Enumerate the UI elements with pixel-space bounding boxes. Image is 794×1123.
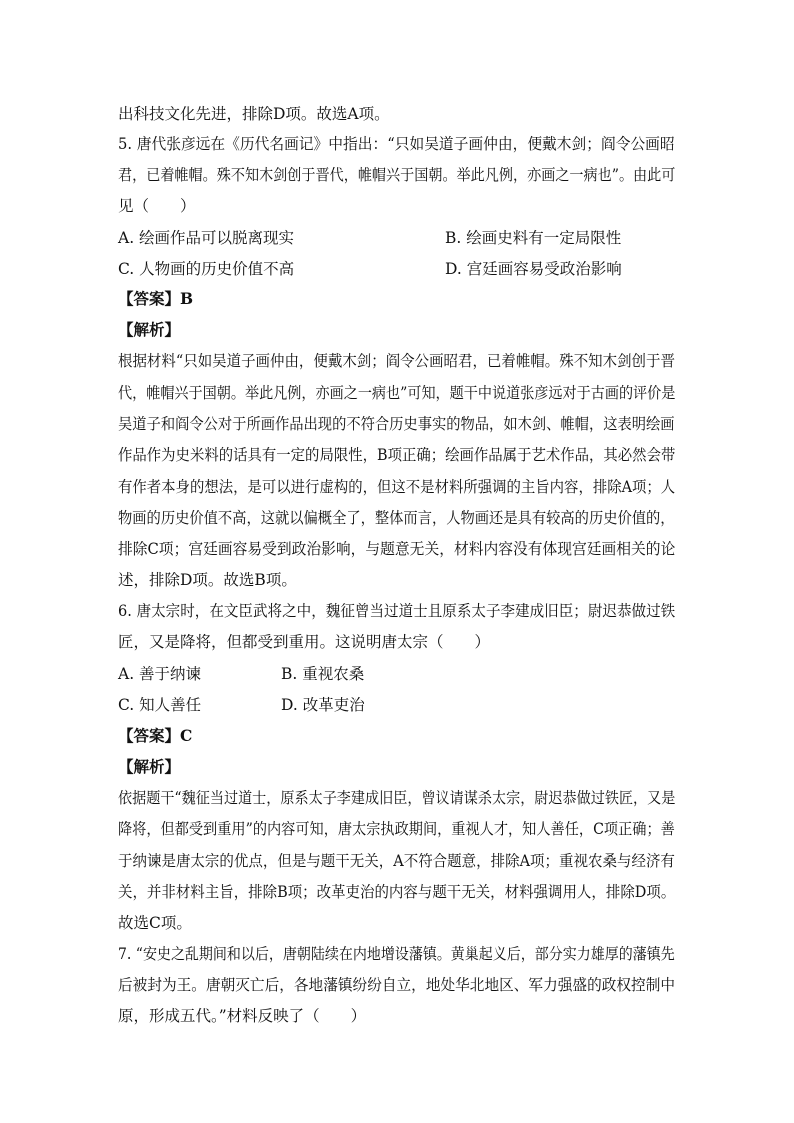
q5-analysis-line-7: 排除C项；宫廷画容易受到政治影响，与题意无关，材料内容没有体现宫廷画相关的论 [118, 540, 676, 558]
q6-analysis-line-2: 降将，但都受到重用”的内容可知，唐太宗执政期间，重视人才，知人善任，C项正确；善 [118, 820, 675, 838]
q6-option-c: C. 知人善任 [118, 696, 202, 714]
q6-analysis-line-4: 关，并非材料主旨，排除B项；改革吏治的内容与题干无关，材料强调用人，排除D项。 [118, 883, 676, 901]
q6-analysis-line-5: 故选C项。 [118, 914, 192, 932]
q6-analysis-line-3: 于纳谏是唐太宗的优点，但是与题干无关，A不符合题意，排除A项；重视农桑与经济有 [118, 852, 675, 870]
q5-option-b: B. 绘画史料有一定局限性 [445, 229, 622, 247]
q5-option-a: A. 绘画作品可以脱离现实 [118, 229, 295, 247]
q6-answer: 【答案】C [118, 726, 193, 745]
q6-option-a: A. 善于纳谏 [118, 665, 202, 683]
q5-analysis-line-8: 述，排除D项。故选B项。 [118, 571, 297, 589]
q5-stem-line-1: 5. 唐代张彦远在《历代名画记》中指出：“只如吴道子画仲由，便戴木剑；阎令公画昭 [118, 135, 675, 153]
q5-analysis-line-2: 代，帷帽兴于国朝。举此凡例，亦画之一病也”可知，题干中说道张彦远对于古画的评价是 [118, 384, 676, 402]
q5-answer: 【答案】B [118, 289, 194, 308]
q6-analysis-label: 【解析】 [118, 757, 181, 776]
q7-stem-line-2: 后被封为王。唐朝灭亡后，各地藩镇纷纷自立，地处华北地区、军力强盛的政权控制中 [118, 976, 676, 994]
q5-analysis-line-3: 吴道子和阎令公对于所画作品出现的不符合历史事实的物品，如木剑、帷帽，这表明绘画 [118, 415, 675, 433]
q5-stem-line-2: 君，已着帷帽。殊不知木剑创于晋代，帷帽兴于国朝。举此凡例，亦画之一病也”。由此可 [118, 166, 676, 184]
q6-stem-line-1: 6. 唐太宗时，在文臣武将之中，魏征曾当过道士且原系太子李建成旧臣；尉迟恭做过铁 [118, 602, 676, 620]
q5-stem-line-3: 见（ ） [118, 197, 196, 215]
q5-option-d: D. 宫廷画容易受政治影响 [445, 260, 622, 278]
q6-stem-line-2: 匠，又是降将，但都受到重用。这说明唐太宗（ ） [118, 633, 491, 651]
q5-analysis-line-5: 有作者本身的想法，是可以进行虚构的，但这不是材料所强调的主旨内容，排除A项；人 [118, 478, 676, 496]
q6-option-b: B. 重视农桑 [281, 665, 365, 683]
q5-option-c: C. 人物画的历史价值不高 [118, 260, 295, 278]
q5-analysis-line-6: 物画的历史价值不高，这就以偏概全了，整体而言，人物画还是具有较高的历史价值的， [118, 509, 675, 527]
q7-stem-line-1: 7. “安史之乱期间和以后，唐朝陆续在内地增设藩镇。黄巢起义后，部分实力雄厚的藩镇先 [118, 945, 675, 963]
q5-analysis-label: 【解析】 [118, 320, 181, 339]
q7-stem-line-3: 原，形成五代。”材料反映了（ ） [118, 1007, 367, 1025]
q5-analysis-line-4: 作品作为史米料的话具有一定的局限性，B项正确；绘画作品属于艺术作品，其必然会带 [118, 446, 676, 464]
q5-analysis-line-1: 根据材料“只如吴道子画仲由，便戴木剑；阎令公画昭君，已着帷帽。殊不知木剑创于晋 [118, 352, 675, 370]
q6-analysis-line-1: 依据题干“魏征当过道士，原系太子李建成旧臣，曾议请谋杀太宗，尉迟恭做过铁匠，又是 [118, 789, 676, 807]
q4-analysis-tail: 出科技文化先进，排除D项。故选A项。 [118, 105, 390, 123]
q6-option-d: D. 改革吏治 [281, 696, 365, 714]
